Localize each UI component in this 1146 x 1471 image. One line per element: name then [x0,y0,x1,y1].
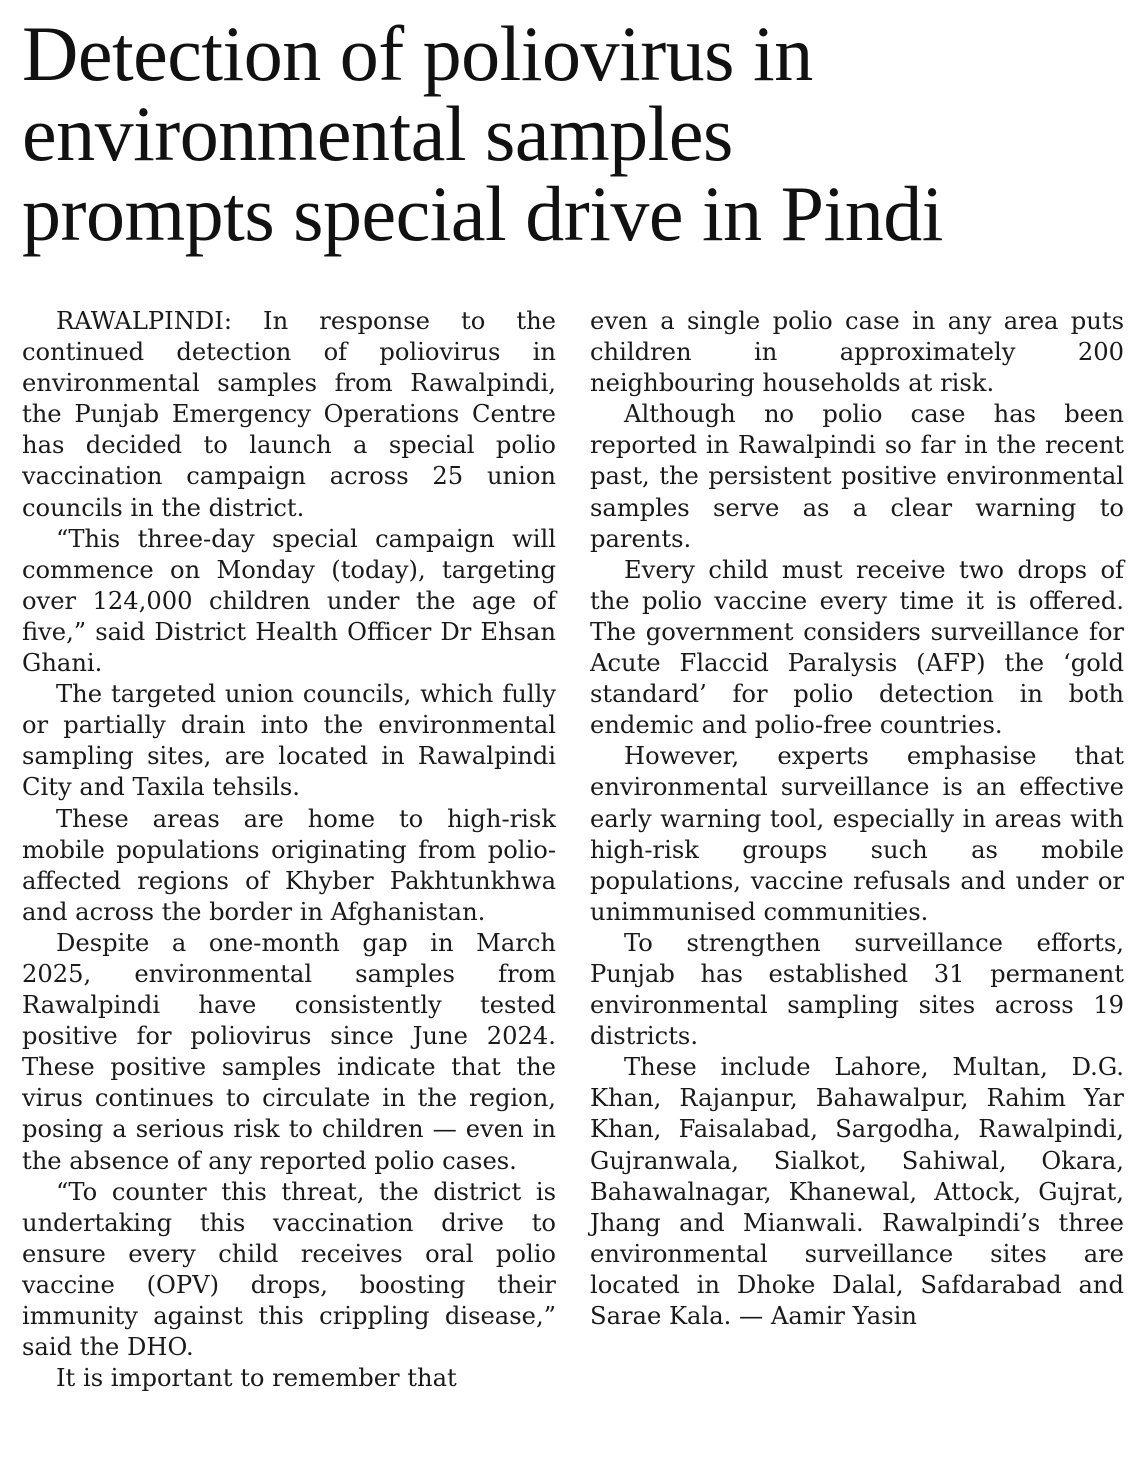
article-paragraph: These include Lahore, Multan, D.G. Khan, Rajanpur, Bahawalpur, Rahim Yar Khan, Faisalabad, Sargodha, Rawalpindi, Gujranwala, Sialkot, Sahiwal, Okara, Bahawalnagar, Khanewal, Attock, Gujrat, Jhang and Mianwali. Rawalpindi’s three environmental surveillance sites are located in Dhoke Dalal, Safdarabad and Sarae Kala. — Aamir Yasin [590,1053,1124,1330]
article-paragraph: RAWALPINDI: In response to the continued detection of poliovirus in environmental samples from Rawalpindi, the Punjab Emergency Operations Centre has decided to launch a special polio vaccination campaign across 25 union councils in the district. [22,307,556,522]
article-paragraph: To strengthen surveillance efforts, Punjab has established 31 permanent environmental sampling sites across 19 districts. [590,928,1124,1051]
headline-line: Detection of poliovirus in [22,10,813,97]
article-headline [22,10,1122,257]
article-paragraph: “To counter this threat, the district is undertaking this vaccination drive to ensure every child receives oral polio vaccine (OPV) drops, boosting their immunity against this crippling disease,” said the DHO. [22,1177,556,1362]
article-column-left [22,306,556,1394]
article-paragraph: “This three-day special campaign will commence on Monday (today), targeting over 124,000 children under the age of five,” said District Health Officer Dr Ehsan Ghani. [22,524,556,678]
article-paragraph: The targeted union councils, which fully or partially drain into the environmental sampling sites, are located in Rawalpindi City and Taxila tehsils. [22,680,556,802]
article-paragraph-continued: even a single polio case in any area puts children in approximately 200 neighbouring households at risk. [590,307,1124,398]
headline-line: environmental samples [22,90,733,177]
article-paragraph: These areas are home to high-risk mobile populations originating from polio-affected regions of Khyber Pakhtunkhwa and across the border in Afghanistan. [22,804,556,926]
article-column-right [590,306,1124,1332]
article-paragraph: However, experts emphasise that environmental surveillance is an effective early warning tool, especially in areas with high-risk groups such as mobile populations, vaccine refusals and under or unimmunised communities. [590,742,1124,926]
article-paragraph: Despite a one-month gap in March 2025, environmental samples from Rawalpindi have consistently tested positive for poliovirus since June 2024. These positive samples indicate that the virus continues to circulate in the region, posing a serious risk to children — even in the absence of any reported polio cases. [22,928,556,1175]
article-paragraph: It is important to remember that [56,1364,457,1393]
headline-line: prompts special drive in Pindi [22,170,943,257]
article-paragraph: Although no polio case has been reported in Rawalpindi so far in the recent past, the persistent positive environmental samples serve as a clear warning to parents. [590,400,1124,553]
article-paragraph: Every child must receive two drops of the polio vaccine every time it is offered. The government considers surveillance for Acute Flaccid Paralysis (AFP) the ‘gold standard’ for polio detection in both endemic and polio-free countries. [590,555,1124,740]
